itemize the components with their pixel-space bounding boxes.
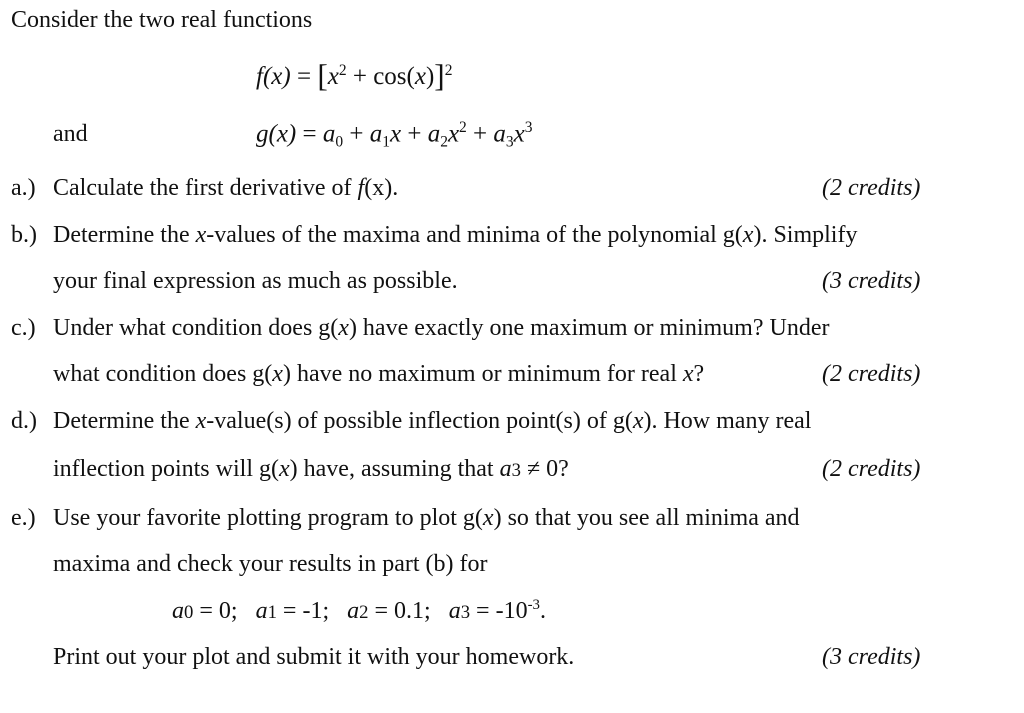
question-b-credits: (3 credits) [822,268,921,294]
question-c-label: c.) [11,315,36,341]
and-label: and [53,121,88,147]
question-b-line1: Determine the x-values of the maxima and minima of the polynomial g(x). Simplify [53,222,858,248]
question-b-line2: your final expression as much as possible. [53,268,458,294]
question-d-label: d.) [11,408,37,434]
question-e-line2: maxima and check your results in part (b) for [53,551,488,577]
question-a-credits: (2 credits) [822,175,921,201]
coefficient-values: a0 = 0; a1 = -1; a2 = 0.1; $a3 = -10^{-3}$. [172,597,546,624]
question-a-text: Calculate the first derivative of f(x). [53,175,399,201]
question-e-credits: (3 credits) [822,644,921,670]
g-formula: $g(x) = a_0 + a_1x + a_2x^2 + a_3x^3$ [256,119,533,151]
question-d-line2: inflection points will g(x) have, assuming that a3 ≠ 0? [53,456,569,482]
question-e-label: e.) [11,505,36,531]
question-c-line1: Under what condition does g(x) have exactly one maximum or minimum? Under [53,315,830,341]
question-c-credits: (2 credits) [822,361,921,387]
question-a-label: a.) [11,175,36,201]
question-e-line1: Use your favorite plotting program to plot g(x) so that you see all minima and [53,505,800,531]
question-d-credits: (2 credits) [822,456,921,482]
f-formula: $f(x) = [x^2 + \cos(x)]^2$ [256,58,453,93]
intro-text: Consider the two real functions [11,7,313,33]
question-b-label: b.) [11,222,37,248]
question-c-line2: what condition does g(x) have no maximum or minimum for real x? [53,361,705,387]
question-d-line1: Determine the x-value(s) of possible inflection point(s) of g(x). How many real [53,408,812,434]
question-e-line4: Print out your plot and submit it with your homework. [53,644,575,670]
